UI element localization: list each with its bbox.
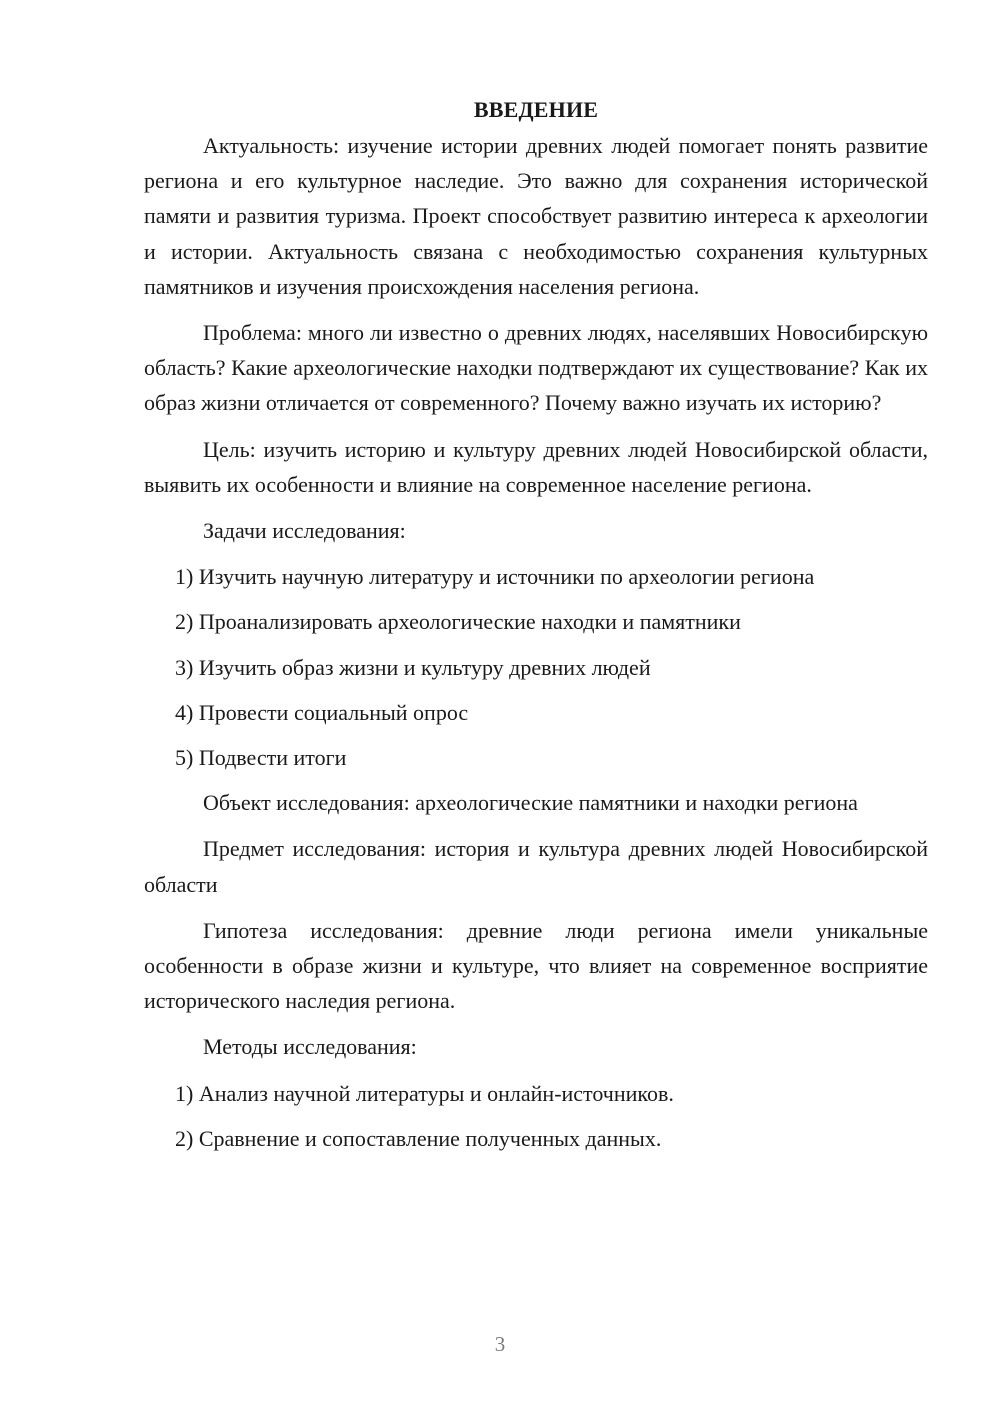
task-item: 2) Проанализировать археологические находки и памятники bbox=[175, 609, 741, 635]
hypothesis-paragraph: Гипотеза исследования: древние люди региона имели уникальные особенности в образе жизни и культуре, что влияет на современное восприятие исторического наследия региона. bbox=[144, 917, 928, 1014]
page-title: ВВЕДЕНИЕ bbox=[473, 97, 599, 122]
relevance-paragraph: Актуальность: изучение истории древних людей помогает понять развитие региона и его культурное наследие. Это важно для сохранения исторической памяти и развития туризма. Проект способствует развитию интереса к археологии и истории. Актуальность связана с необходимостью сохранения культурных памятников и изучения происхождения населения региона. bbox=[144, 133, 928, 299]
methods-list bbox=[144, 1076, 928, 1156]
method-item: 1) Анализ научной литературы и онлайн-источников. bbox=[175, 1080, 674, 1106]
problem-paragraph: Проблема: много ли известно о древних людях, населявших Новосибирскую область? Какие археологические находки подтверждают их существование? Как их образ жизни отличается от современного? Почему важно изучать их историю? bbox=[144, 320, 928, 416]
task-item: 5) Подвести итоги bbox=[175, 745, 347, 771]
methods-heading: Методы исследования: bbox=[203, 1034, 417, 1060]
task-item: 3) Изучить образ жизни и культуру древних людей bbox=[175, 654, 651, 680]
page-number: 3 bbox=[494, 1332, 506, 1356]
subject-paragraph: Предмет исследования: история и культура древних людей Новосибирской области bbox=[144, 836, 928, 897]
method-item: 2) Сравнение и сопоставление полученных данных. bbox=[175, 1125, 662, 1151]
tasks-heading: Задачи исследования: bbox=[203, 518, 406, 544]
object-paragraph: Объект исследования: археологические памятники и находки региона bbox=[203, 790, 858, 816]
task-item: 4) Провести социальный опрос bbox=[175, 699, 469, 725]
task-item: 1) Изучить научную литературу и источники по археологии региона bbox=[175, 564, 815, 590]
tasks-list bbox=[144, 559, 928, 775]
goal-paragraph: Цель: изучить историю и культуру древних людей Новосибирской области, выявить их особенности и влияние на современное население региона. bbox=[144, 436, 928, 497]
document-page bbox=[144, 94, 928, 1166]
